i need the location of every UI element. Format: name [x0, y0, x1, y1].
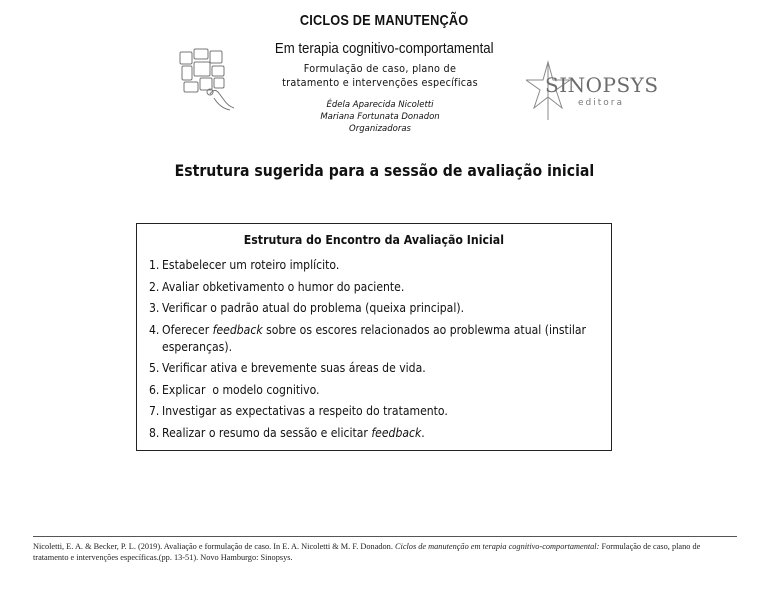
publisher-name: SINOPSYS: [545, 73, 659, 97]
list-item-text: Verificar o padrão atual do problema (queixa principal).: [162, 300, 465, 315]
list-item: [149, 321, 614, 355]
book-description-line: tratamento e intervenções específicas: [282, 77, 478, 89]
list-item-text: Realizar o resumo da sessão e elicitar: [162, 424, 372, 440]
list-item-number: 4.: [149, 321, 160, 337]
list-item: [149, 402, 614, 419]
list-item-text: Explicar o modelo cognitivo.: [162, 381, 320, 397]
list-item: [149, 256, 614, 273]
list-item-text: Avaliar obketivamento o humor do paciente.: [162, 278, 405, 294]
editors-role: Organizadoras: [349, 124, 411, 134]
citation: [33, 541, 737, 563]
list-item-number: 2.: [149, 278, 160, 294]
book-title: CICLOS DE MANUTENÇÃO: [299, 12, 469, 29]
list-item-text: Verificar ativa e brevemente suas áreas de vida.: [162, 360, 426, 375]
list-item: [149, 299, 614, 316]
list-item: [149, 278, 614, 295]
list-item-number: 3.: [149, 300, 160, 315]
box-title-text: Estrutura do Encontro da Avaliação Inicial: [243, 232, 505, 247]
editor-name: Édela Aparecida Nicoletti: [326, 100, 434, 110]
hand-touchscreen-icon: [174, 46, 242, 114]
book-header: [0, 12, 768, 30]
list-item-text: .: [421, 424, 425, 440]
slide-title: [0, 161, 768, 180]
book-description: [268, 62, 492, 90]
list-item-text: Estabelecer um roteiro implícito.: [162, 257, 340, 272]
citation-book: Ciclos de manutenção em terapia cognitivo-comportamental:: [394, 542, 600, 551]
editor-name: Mariana Fortunata Donadon: [320, 112, 440, 122]
citation-rest: Formulação de caso, plano de tratamento e intervenções específicas.(pp. 13-51). Novo Hamburgo: Sinopsys.: [33, 542, 701, 562]
list-item-number: 6.: [149, 381, 160, 397]
book-editors: [300, 99, 460, 135]
list-item-number: 7.: [149, 403, 160, 418]
list-item: [149, 359, 614, 376]
book-description-line: Formulação de caso, plano de: [303, 63, 457, 75]
list-item-text: Oferecer: [162, 321, 213, 337]
box-title: [137, 232, 611, 247]
list-item-text: Investigar as expectativas a respeito do tratamento.: [162, 403, 448, 418]
book-subtitle-text: Em terapia cognitivo-comportamental: [274, 40, 494, 57]
slide-title-text: Estrutura sugerida para a sessão de avaliação inicial: [174, 161, 594, 180]
structure-box: [136, 223, 612, 451]
list-item-emphasis: feedback: [212, 321, 263, 337]
list-item-number: 5.: [149, 360, 160, 375]
list-item-continuation: esperanças).: [162, 338, 233, 354]
list-item-emphasis: feedback: [371, 424, 422, 440]
book-subtitle: [0, 40, 768, 57]
publisher-tagline: editora: [578, 98, 625, 108]
list-item-number: 1.: [149, 257, 160, 272]
list-item-text: sobre os escores relacionados ao problewma atual (instilar: [262, 321, 587, 337]
list-item-number: 8.: [149, 424, 160, 440]
footer-divider: [33, 536, 737, 537]
list-item: [149, 424, 614, 441]
list-item: [149, 381, 614, 398]
structure-list: [149, 256, 615, 445]
citation-authors: Nicoletti, E. A. & Becker, P. L. (2019). Avaliação e formulação de caso. In E. A. Nicoletti & M. F. Donadon.: [33, 542, 395, 551]
